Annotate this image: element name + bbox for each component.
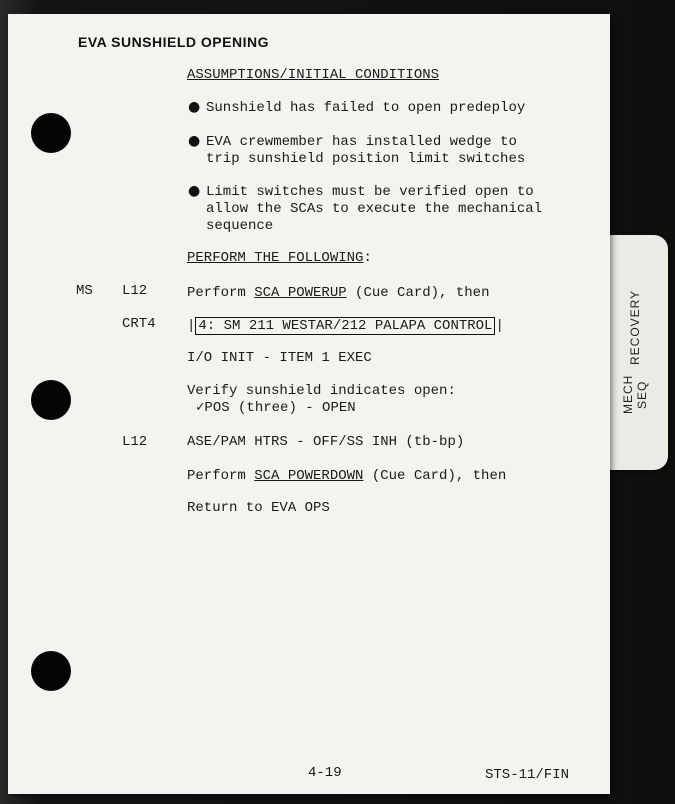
tab-label-line1: MECH SEQ — [621, 374, 649, 415]
step-panel: L12 — [122, 434, 148, 450]
binder-hole-top — [31, 113, 71, 153]
assumption-2-line2: trip sunshield position limit switches — [206, 151, 526, 167]
assumption-2-line1: EVA crewmember has installed wedge to — [206, 134, 517, 150]
sca-powerdown-ref[interactable]: SCA POWERDOWN — [254, 468, 364, 484]
document-id: STS-11/FIN — [485, 767, 570, 783]
step-return: Return to EVA OPS — [187, 500, 330, 516]
perform-heading-colon: : — [363, 250, 372, 266]
perform-heading-text: PERFORM THE FOLLOWING — [187, 250, 364, 266]
binder-hole-middle — [31, 380, 71, 420]
step-verify-line2: ✓POS (three) - OPEN — [196, 400, 356, 416]
step-heaters: ASE/PAM HTRS - OFF/SS INH (tb-bp) — [187, 434, 465, 450]
step-crew: MS — [76, 283, 93, 299]
assumption-1-line1: Sunshield has failed to open predeploy — [206, 100, 526, 116]
step-powerdown-post: (Cue Card), then — [363, 468, 507, 484]
step-powerup-pre: Perform — [187, 285, 255, 301]
step-powerdown-pre: Perform — [187, 468, 255, 484]
assumption-3-line3: sequence — [206, 218, 274, 234]
step-panel: L12 — [122, 283, 148, 299]
step-powerup-post: (Cue Card), then — [346, 285, 490, 301]
assumption-3-line1: Limit switches must be verified open to — [206, 184, 534, 200]
bullet-icon: ● — [188, 99, 201, 115]
display-bar-left: | — [187, 318, 196, 334]
page-number: 4-19 — [308, 765, 342, 781]
crt-display-name: 4: SM 211 WESTAR/212 PALAPA CONTROL — [195, 317, 495, 335]
binder-hole-bottom — [31, 651, 71, 691]
perform-heading — [187, 250, 372, 267]
sca-powerup-ref[interactable]: SCA POWERUP — [254, 285, 347, 301]
assumptions-heading: ASSUMPTIONS/INITIAL CONDITIONS — [187, 67, 440, 83]
bullet-icon: ● — [188, 183, 201, 199]
step-io-init: I/O INIT - ITEM 1 EXEC — [187, 350, 372, 366]
step-powerdown — [187, 468, 506, 485]
bullet-icon: ● — [188, 133, 201, 149]
step-panel: CRT4 — [122, 316, 156, 332]
tab-label-line2: RECOVERY — [628, 290, 642, 366]
assumption-3-line2: allow the SCAs to execute the mechanical — [206, 201, 543, 217]
tab-label — [590, 290, 675, 420]
page-title: EVA SUNSHIELD OPENING — [78, 34, 269, 50]
crt-display-box — [187, 318, 504, 335]
step-powerup — [187, 285, 489, 302]
step-verify-line1: Verify sunshield indicates open: — [187, 383, 456, 399]
display-bar-right: | — [495, 318, 504, 334]
